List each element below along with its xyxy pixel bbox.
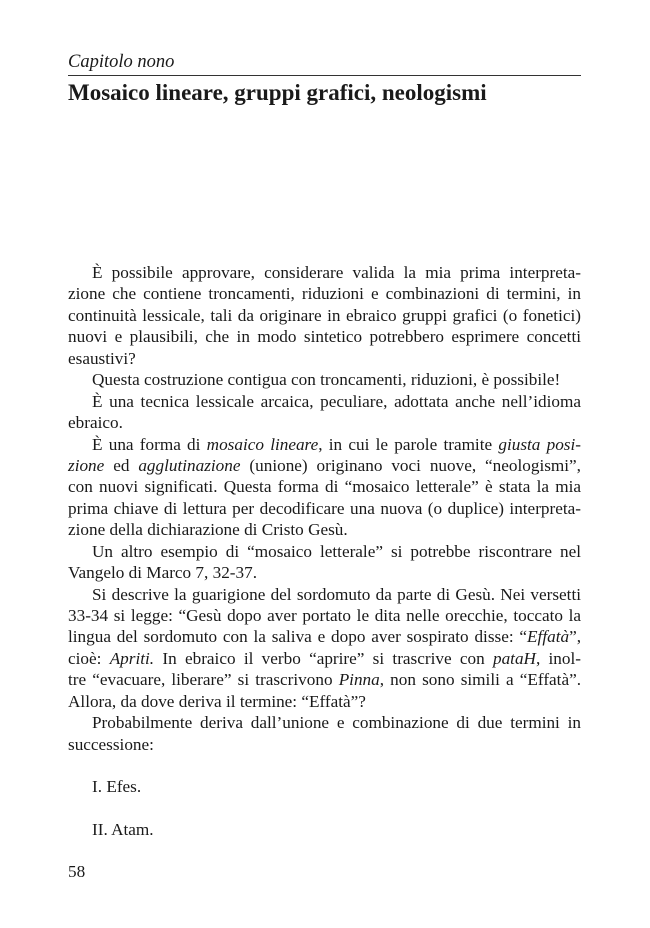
text-segment: Questa costruzione contigua con troncamenti, riduzioni, è possibile! <box>92 370 561 390</box>
text-segment: , in cui le parole tramite <box>318 434 499 454</box>
text-segment: Probabilmente deriva dall’unione e combinazione di due termini in <box>92 713 581 733</box>
text-segment: In ebraico il verbo “aprire” si trascrive con <box>154 648 493 668</box>
page-number: 58 <box>68 862 86 881</box>
text-segment: Un altro esempio di “mosaico letterale” si potrebbe riscontrare nel <box>92 541 581 561</box>
italic-text: mosaico lineare <box>206 434 319 454</box>
text-line <box>68 326 581 347</box>
text-segment: con nuovi significati. Questa forma di “mosaico letterale” è stata la mia <box>68 477 581 497</box>
italic-text: Pinna <box>338 670 380 690</box>
text-segment: 33-34 si legge: “Gesù dopo aver portato le dita nelle orecchie, toccato la <box>68 606 581 625</box>
text-line <box>68 498 581 519</box>
text-line <box>68 412 581 433</box>
text-line <box>68 283 581 304</box>
text-segment: , non sono simili a “Effatà”. <box>379 670 581 690</box>
text-line <box>68 455 581 476</box>
text-segment: È una tecnica lessicale arcaica, peculiare, adottata anche nell’idioma <box>92 391 581 411</box>
text-line <box>68 776 581 797</box>
text-segment: I. Efes. <box>92 777 142 797</box>
text-line <box>68 391 581 412</box>
text-line <box>68 712 581 733</box>
text-segment: cioè: <box>68 648 110 668</box>
text-line <box>68 691 581 712</box>
text-segment: È una forma di <box>92 434 207 454</box>
text-line <box>68 369 581 390</box>
text-segment: ”, <box>569 627 581 647</box>
chapter-label: Capitolo nono <box>68 52 175 72</box>
text-line <box>68 734 581 755</box>
body-text <box>68 262 581 840</box>
text-segment: continuità lessicale, tali da originare in ebraico gruppi grafici (o fonetici) <box>68 305 581 325</box>
italic-text: giusta posi- <box>498 434 581 454</box>
text-segment: È possibile approvare, considerare valida la mia prima interpreta- <box>92 263 581 282</box>
text-segment: (unione) originano voci nuove, “neologismi”, <box>240 455 581 475</box>
text-segment: esaustivi? <box>68 348 136 368</box>
header-rule <box>68 75 581 76</box>
text-line <box>68 584 581 605</box>
chapter-title: Mosaico lineare, gruppi grafici, neologismi <box>68 80 487 105</box>
text-line <box>68 626 581 647</box>
text-segment: II. Atam. <box>92 819 154 839</box>
text-segment: successione: <box>68 734 154 754</box>
italic-text: zione <box>68 455 105 475</box>
italic-text: pataH <box>492 648 536 668</box>
text-line <box>68 541 581 562</box>
text-segment: tre “evacuare, liberare” si trascrivono <box>68 670 339 690</box>
text-segment: lingua del sordomuto con la saliva e dopo aver sospirato disse: “ <box>68 627 528 647</box>
text-line <box>68 476 581 497</box>
text-segment: Vangelo di Marco 7, 32-37. <box>68 563 258 583</box>
text-line <box>68 669 581 690</box>
text-line <box>68 519 581 540</box>
text-line <box>68 605 581 626</box>
text-segment: zione che contiene troncamenti, riduzioni e combinazioni di termini, in <box>68 284 581 304</box>
text-segment: zione della dichiarazione di Cristo Gesù. <box>68 520 348 540</box>
text-line <box>68 305 581 326</box>
text-segment: prima chiave di lettura per decodificare una nuova (o duplice) interpreta- <box>68 498 581 518</box>
text-segment: ed <box>104 455 139 475</box>
italic-text: agglutinazione <box>138 455 241 475</box>
text-line <box>68 648 581 669</box>
text-line <box>68 434 581 455</box>
text-segment: Allora, da dove deriva il termine: “Effatà”? <box>68 691 366 711</box>
italic-text: Apriti. <box>109 648 155 668</box>
text-segment: , inol- <box>535 648 581 668</box>
text-line <box>68 348 581 369</box>
text-segment: Si descrive la guarigione del sordomuto da parte di Gesù. Nei versetti <box>92 584 581 604</box>
text-segment: nuovi e plausibili, che in modo sintetico potrebbero esprimere concetti <box>68 327 581 347</box>
text-line <box>68 819 581 840</box>
text-line <box>68 262 581 283</box>
italic-text: Effatà <box>527 627 570 647</box>
text-segment: ebraico. <box>68 413 123 433</box>
text-line <box>68 562 581 583</box>
